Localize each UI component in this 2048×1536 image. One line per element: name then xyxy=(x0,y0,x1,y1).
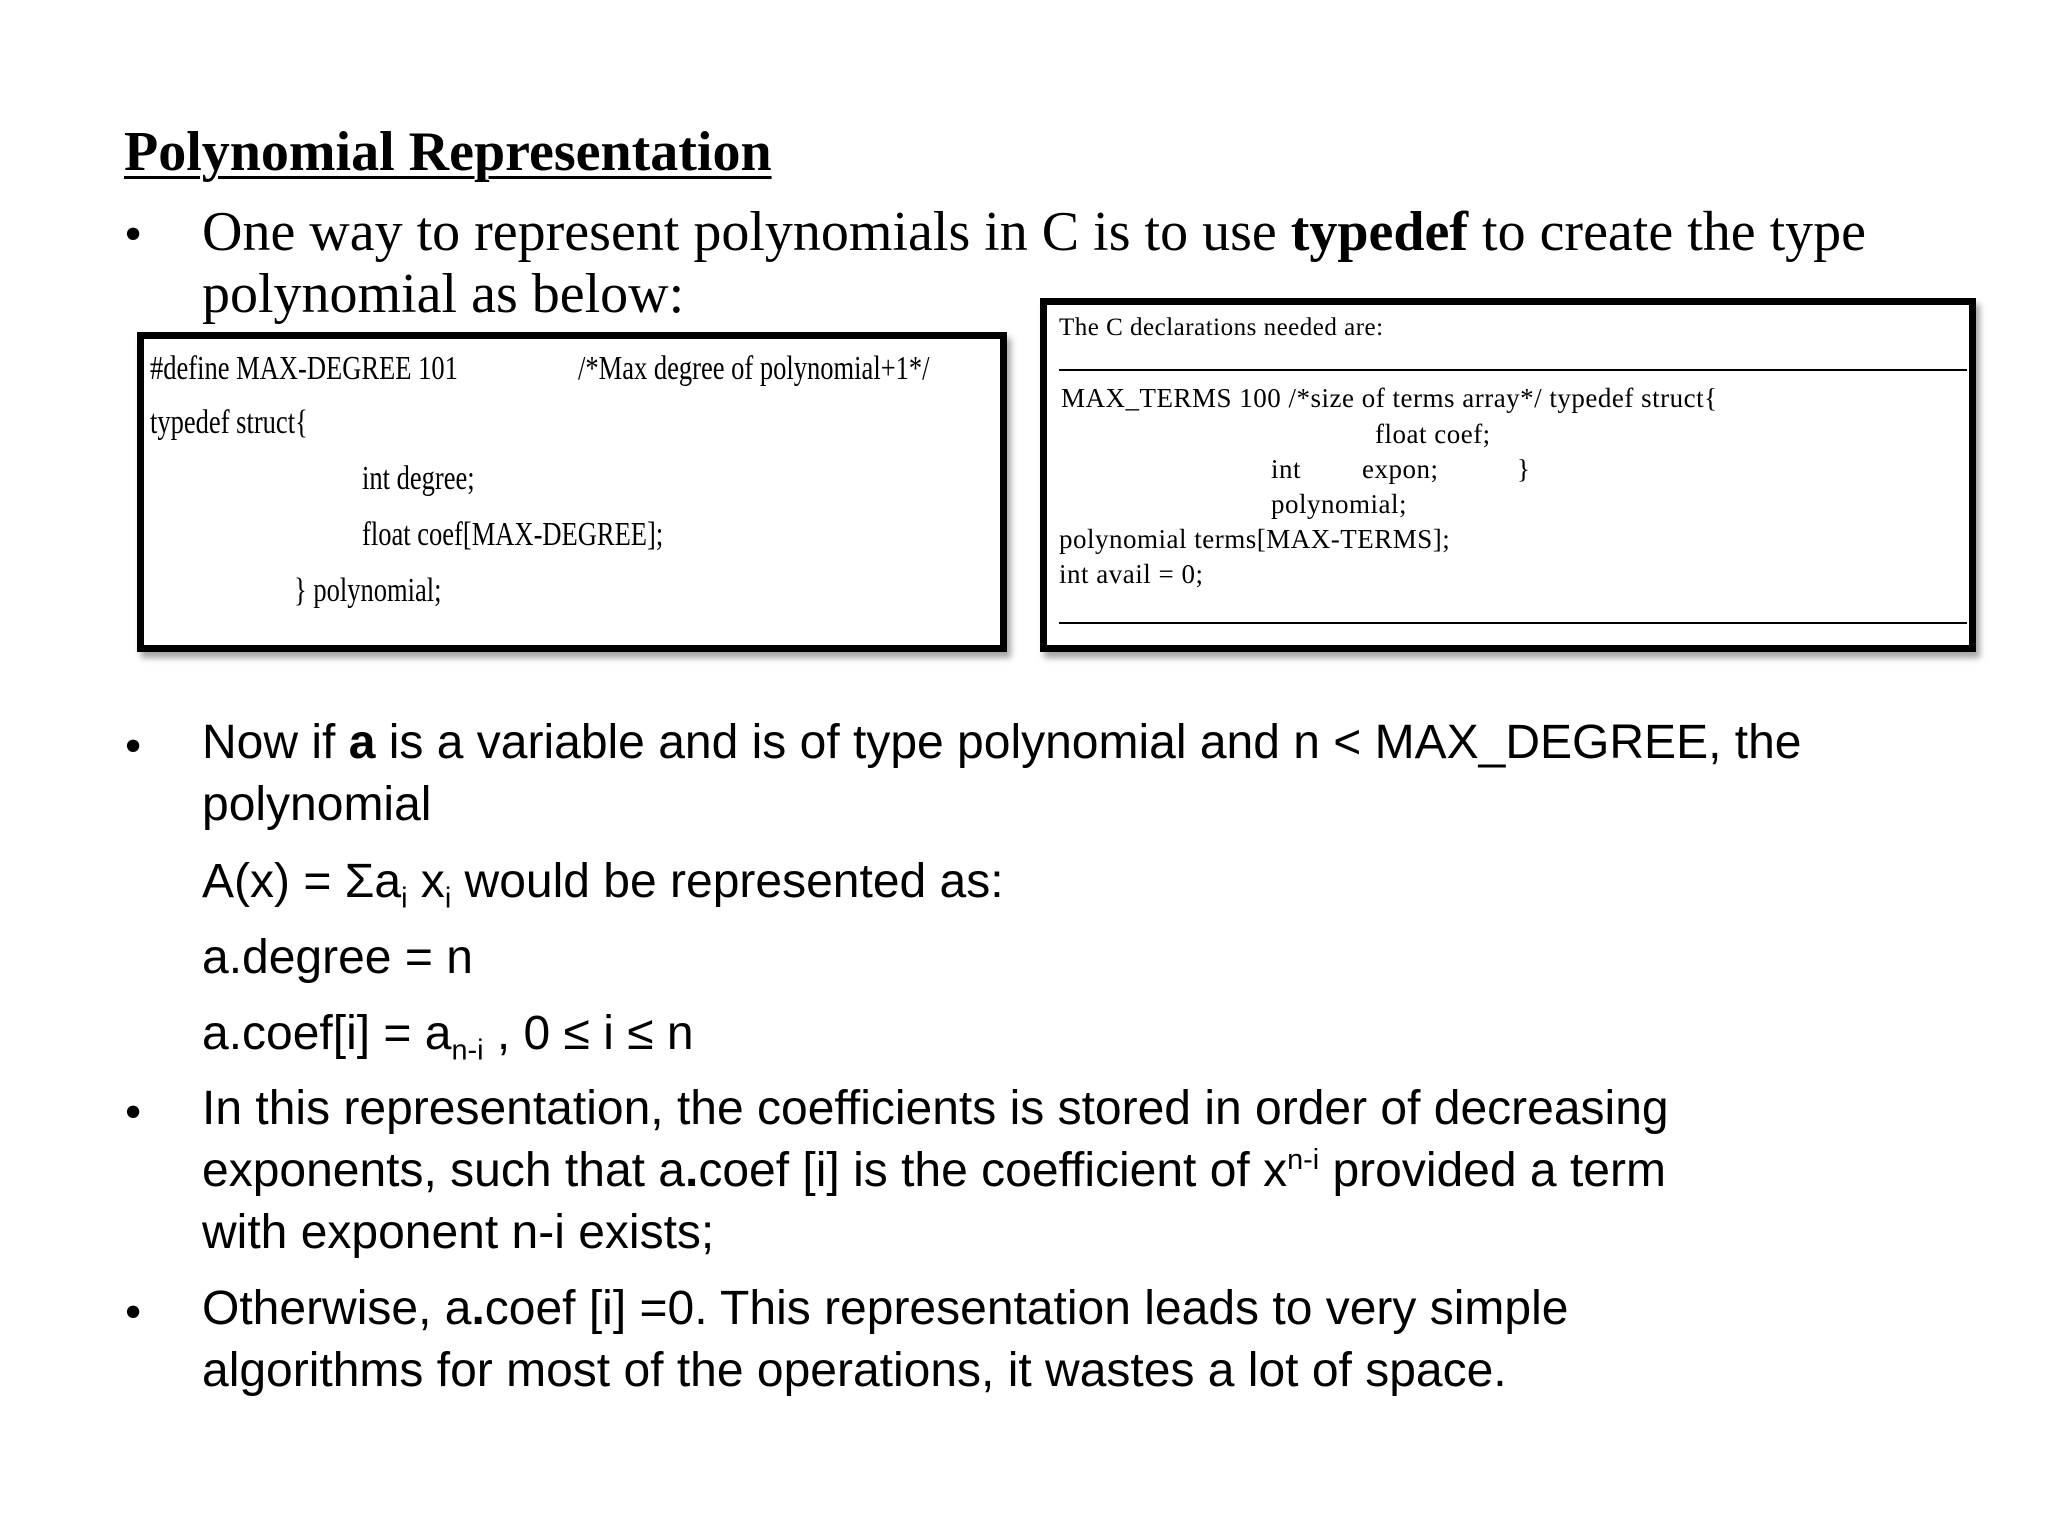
exponent-superscript: n-i xyxy=(1287,1144,1320,1176)
code-int-keyword: int xyxy=(1271,454,1302,484)
code-avail-line: int avail = 0; xyxy=(1059,559,1204,589)
para4-text: Otherwise, a xyxy=(202,1282,472,1335)
formula-text-x: x xyxy=(407,855,445,908)
intro-keyword: typedef xyxy=(1290,201,1469,263)
intro-text-end: to create the type xyxy=(1468,201,1867,263)
code-define-line: #define MAX-DEGREE 101 xyxy=(150,350,458,387)
para4-line-2: algorithms for most of the operations, it wastes a lot of space. xyxy=(202,1344,1507,1397)
bullet-marker: • xyxy=(124,206,143,263)
para2-text-end: is a variable and is of type polynomial and n < MAX_DEGREE, the xyxy=(375,716,1802,769)
coef-line xyxy=(202,1003,694,1065)
code-coef-field: float coef; xyxy=(1375,419,1491,449)
coef-text: a.coef[i] = a xyxy=(202,1007,452,1060)
para-ordering xyxy=(202,1078,1669,1264)
intro-line-2: polynomial as below: xyxy=(202,263,685,325)
para2-text: Now if xyxy=(202,716,349,769)
code-typedef-line: typedef struct{ xyxy=(150,404,308,441)
para4-line-1 xyxy=(202,1278,1568,1340)
code-struct-close: } xyxy=(1517,454,1531,484)
para2-line-1 xyxy=(202,712,1801,774)
formula-text: A(x) = Σa xyxy=(202,855,402,908)
formula-subscript: i xyxy=(444,882,452,915)
variable-a: a xyxy=(348,716,376,769)
code-terms-array: polynomial terms[MAX-TERMS]; xyxy=(1059,524,1451,554)
dot-operator: . xyxy=(685,1144,699,1197)
coef-range: , 0 ≤ i ≤ n xyxy=(483,1007,694,1060)
formula-line xyxy=(202,851,1004,913)
divider-bottom xyxy=(1059,622,1967,624)
code-declarations-header: The C declarations needed are: xyxy=(1059,314,1384,341)
para3-line-1: In this representation, the coefficients is stored in order of decreasing xyxy=(202,1082,1669,1135)
para3-text: exponents, such that a xyxy=(202,1144,685,1197)
page-title: Polynomial Representation xyxy=(124,121,772,183)
code-polynomial-name: polynomial; xyxy=(1271,489,1407,519)
para-representation xyxy=(202,712,1801,836)
para3-text-mid: coef [i] is the coefficient of x xyxy=(698,1144,1288,1197)
degree-line: a.degree = n xyxy=(202,931,473,984)
formula-text-end: would be represented as: xyxy=(451,855,1004,908)
dot-operator: . xyxy=(471,1282,485,1335)
para4-text-end: coef [i] =0. This representation leads to very simple xyxy=(484,1282,1569,1335)
formula-subscript: i xyxy=(401,882,408,915)
code-box-declarations xyxy=(1040,298,1976,652)
code-expon-field: expon; xyxy=(1362,454,1439,484)
para2-line-2: polynomial xyxy=(202,778,432,831)
code-define-comment: /*Max degree of polynomial+1*/ xyxy=(578,350,930,387)
para-otherwise xyxy=(202,1278,1568,1402)
bullet-marker: • xyxy=(124,718,143,775)
para3-text-end: provided a term xyxy=(1319,1144,1666,1197)
bullet-marker: • xyxy=(124,1084,143,1141)
divider-top xyxy=(1059,369,1967,371)
bullet-marker: • xyxy=(124,1284,143,1341)
code-struct-close: } polynomial; xyxy=(294,572,442,609)
coef-subscript: n-i xyxy=(451,1034,484,1067)
code-coef-field: float coef[MAX-DEGREE]; xyxy=(362,516,664,553)
intro-text: One way to represent polynomials in C is to use xyxy=(202,201,1291,263)
para3-line-3: with exponent n-i exists; xyxy=(202,1206,715,1259)
code-box-typedef-polynomial xyxy=(137,332,1007,652)
code-degree-field: int degree; xyxy=(362,460,475,497)
para3-line-2 xyxy=(202,1140,1669,1202)
intro-line-1 xyxy=(202,201,1866,263)
code-max-terms-line: MAX_TERMS 100 /*size of terms array*/ typedef struct{ xyxy=(1061,383,1718,413)
